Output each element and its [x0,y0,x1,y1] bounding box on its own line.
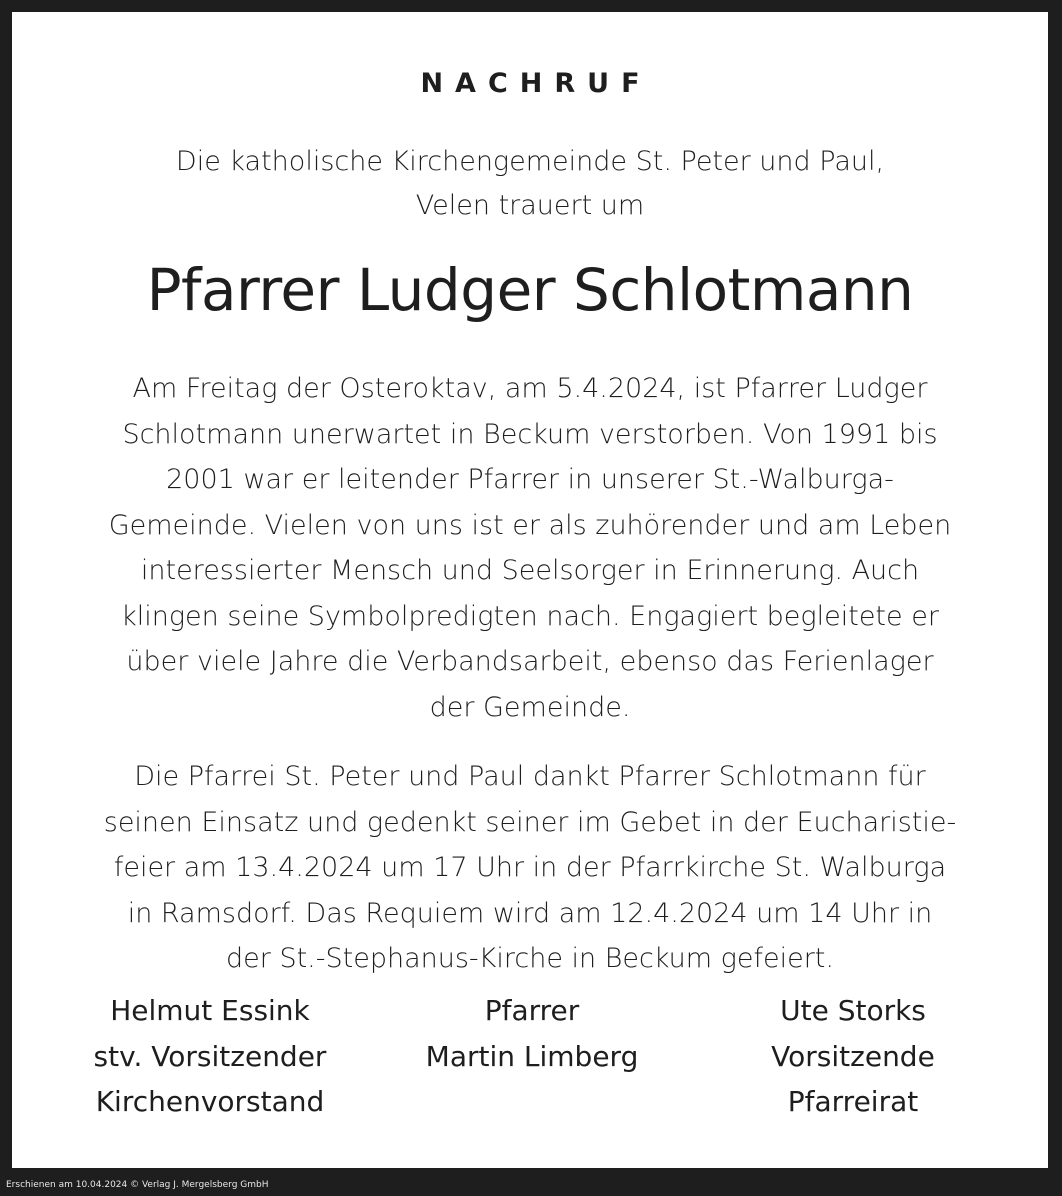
deceased-name: Pfarrer Ludger Schlotmann [146,256,914,324]
signature-right [693,988,1013,1125]
signature-line: Pfarreirat [787,1085,919,1118]
obituary-notice [12,12,1048,1168]
paragraph-line: Schlotmann unerwartet in Beckum verstorben. Von 1991 bis [122,418,938,450]
signature-line: Kirchenvorstand [95,1085,325,1118]
paragraph-line: Am Freitag der Osteroktav, am 5.4.2024, ist Pfarrer Ludger [132,373,928,404]
paragraph-line: der St.-Stephanus-Kirche in Beckum gefeiert. [226,943,834,974]
intro-line: Die katholische Kirchengemeinde St. Peter und Paul, [175,146,885,177]
paragraph-line: Die Pfarrei St. Peter und Paul dankt Pfarrer Schlotmann für [134,761,926,792]
signature-center [372,988,692,1079]
paragraph-line: klingen seine Symbolpredigten nach. Engagiert begleitete er [121,600,939,632]
signature-line: Ute Storks [780,994,926,1027]
publication-footer: Erschienen am 10.04.2024 © Verlag J. Mergelsberg GmbH [6,1180,269,1190]
paragraph-line: feier am 13.4.2024 um 17 Uhr in der Pfarrkirche St. Walburga [113,852,947,883]
paragraph-line: Gemeinde. Vielen von uns ist er als zuhörender und am Leben [108,509,952,541]
paragraph-line: in Ramsdorf. Das Requiem wird am 12.4.2024 um 14 Uhr in [127,897,933,929]
paragraph-line: interessierter Mensch und Seelsorger in Erinnerung. Auch [140,555,920,586]
signature-line: stv. Vorsitzender [93,1039,327,1073]
obituary-paragraph-1 [12,366,1048,730]
signature-left [50,988,370,1125]
paragraph-line: seinen Einsatz und gedenkt seiner im Gebet in der Eucharistie- [103,806,957,838]
notice-heading: NACHRUF [420,68,652,99]
intro-line: Velen trauert um [415,190,645,221]
signature-line: Martin Limberg [425,1039,639,1073]
paragraph-line: der Gemeinde. [429,691,631,723]
notice-intro [12,140,1048,228]
signature-line: Pfarrer [484,994,580,1027]
signature-line: Helmut Essink [110,994,310,1027]
signature-line: Vorsitzende [771,1039,935,1073]
paragraph-line: 2001 war er leitender Pfarrer in unserer St.-Walburga- [166,464,894,495]
paragraph-line: über viele Jahre die Verbandsarbeit, ebenso das Ferienlager [126,646,934,677]
obituary-paragraph-2 [12,754,1048,982]
